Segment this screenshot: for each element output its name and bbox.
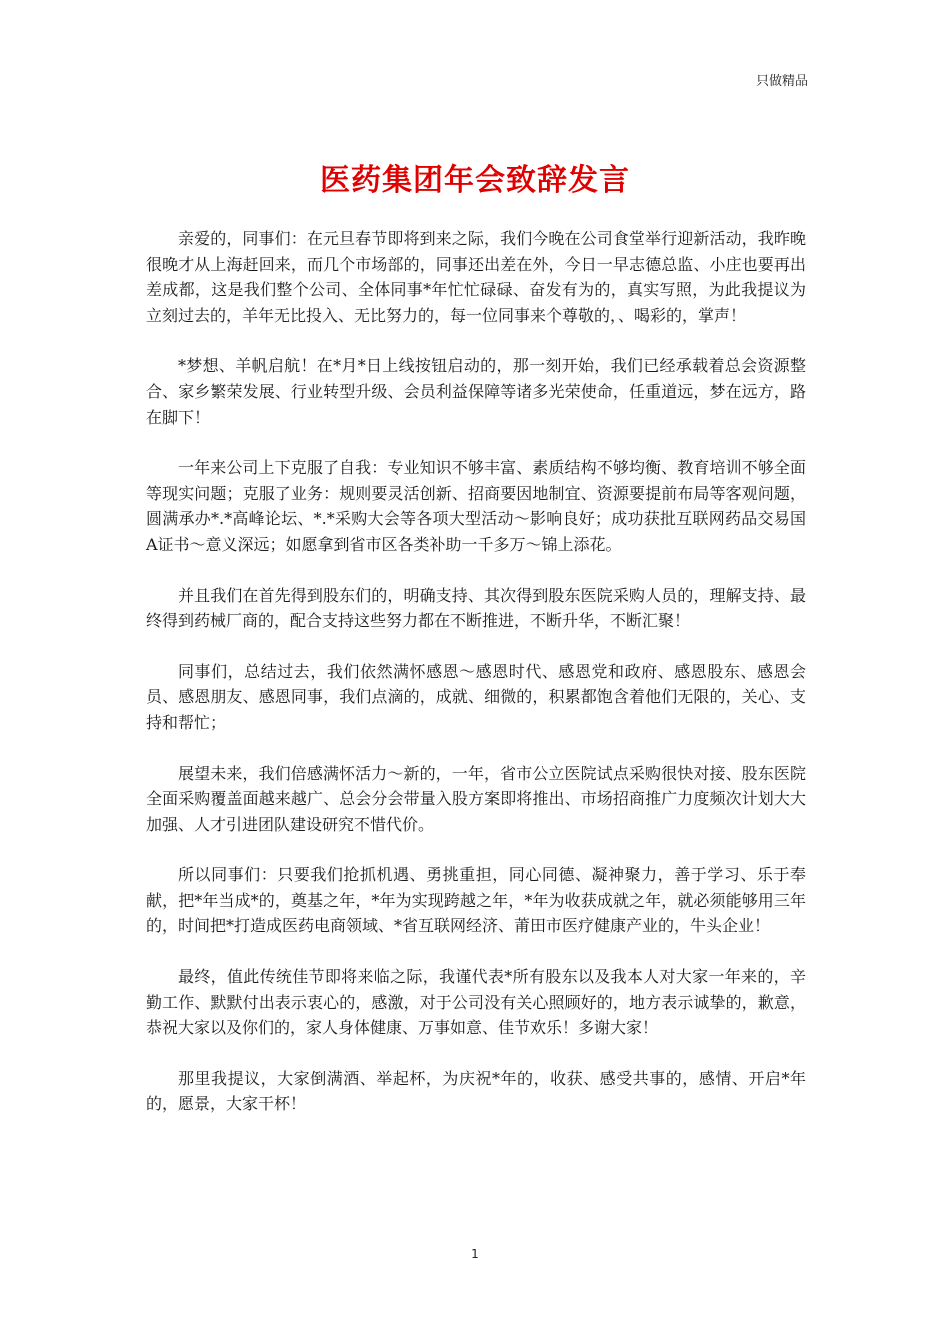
paragraph-achievements: 一年来公司上下克服了自我：专业知识不够丰富、素质结构不够均衡、教育培训不够全面等现实问题；克服了业务：规则要灵活创新、招商要因地制宜、资源要提前布局等客观问题，圆满承办*.*高峰论坛、*.*采购大会等各项大型活动～影响良好；成功获批互联网药品交易国A证书～意义深远；如愿拿到省市区各类补助一千多万～锦上添花。 [146,458,806,554]
paragraph-dream: *梦想、羊帆启航！在*月*日上线按钮启动的，那一刻开始，我们已经承载着总会资源整合、家乡繁荣发展、行业转型升级、会员利益保障等诸多光荣使命，任重道远，梦在远方，路在脚下！ [146,356,806,427]
paragraph-gratitude: 同事们，总结过去，我们依然满怀感恩～感恩时代、感恩党和政府、感恩股东、感恩会员、感恩朋友、感恩同事，我们点滴的，成就、细微的，积累都饱含着他们无限的，关心、支持和帮忙； [146,661,806,732]
paragraph-call-to-action: 所以同事们：只要我们抢抓机遇、勇挑重担，同心同德、凝神聚力，善于学习、乐于奉献，把*年当成*的，奠基之年，*年为实现跨越之年，*年为收获成就之年，就必须能够用三年的，时间把*打造成医药电商领域、*省互联网经济、莆田市医疗健康产业的，牛头企业！ [146,865,806,936]
document-body [146,226,806,1142]
header-note: 只做精品 [755,74,808,89]
paragraph-outlook: 展望未来，我们倍感满怀活力～新的，一年，省市公立医院试点采购很快对接、股东医院全面采购覆盖面越来越广、总会分会带量入股方案即将推出、市场招商推广力度频次计划大大加强、人才引进团队建设研究不惜代价。 [146,763,806,834]
paragraph-toast: 那里我提议，大家倒满酒、举起杯，为庆祝*年的，收获、感受共事的，感情、开启*年的，愿景，大家干杯！ [146,1068,806,1114]
page-number: 1 [471,1247,479,1261]
paragraph-greeting: 亲爱的，同事们：在元旦春节即将到来之际，我们今晚在公司食堂举行迎新活动，我昨晚很晚才从上海赶回来，而几个市场部的，同事还出差在外，今日一早志德总监、小庄也要再出差成都，这是我们整个公司、全体同事*年忙忙碌碌、奋发有为的，真实写照，为此我提议为立刻过去的，羊年无比投入、无比努力的，每一位同事来个尊敬的，、喝彩的，掌声！ [146,229,806,325]
document-title: 医药集团年会致辞发言 [320,163,630,198]
paragraph-support: 并且我们在首先得到股东们的，明确支持、其次得到股东医院采购人员的，理解支持、最终得到药械厂商的，配合支持这些努力都在不断推进，不断升华，不断汇聚！ [146,585,806,631]
paragraph-closing: 最终，值此传统佳节即将来临之际，我谨代表*所有股东以及我本人对大家一年来的，辛勤工作、默默付出表示衷心的，感激，对于公司没有关心照顾好的，地方表示诚挚的，歉意，恭祝大家以及你们的，家人身体健康、万事如意、佳节欢乐！多谢大家！ [146,967,806,1038]
